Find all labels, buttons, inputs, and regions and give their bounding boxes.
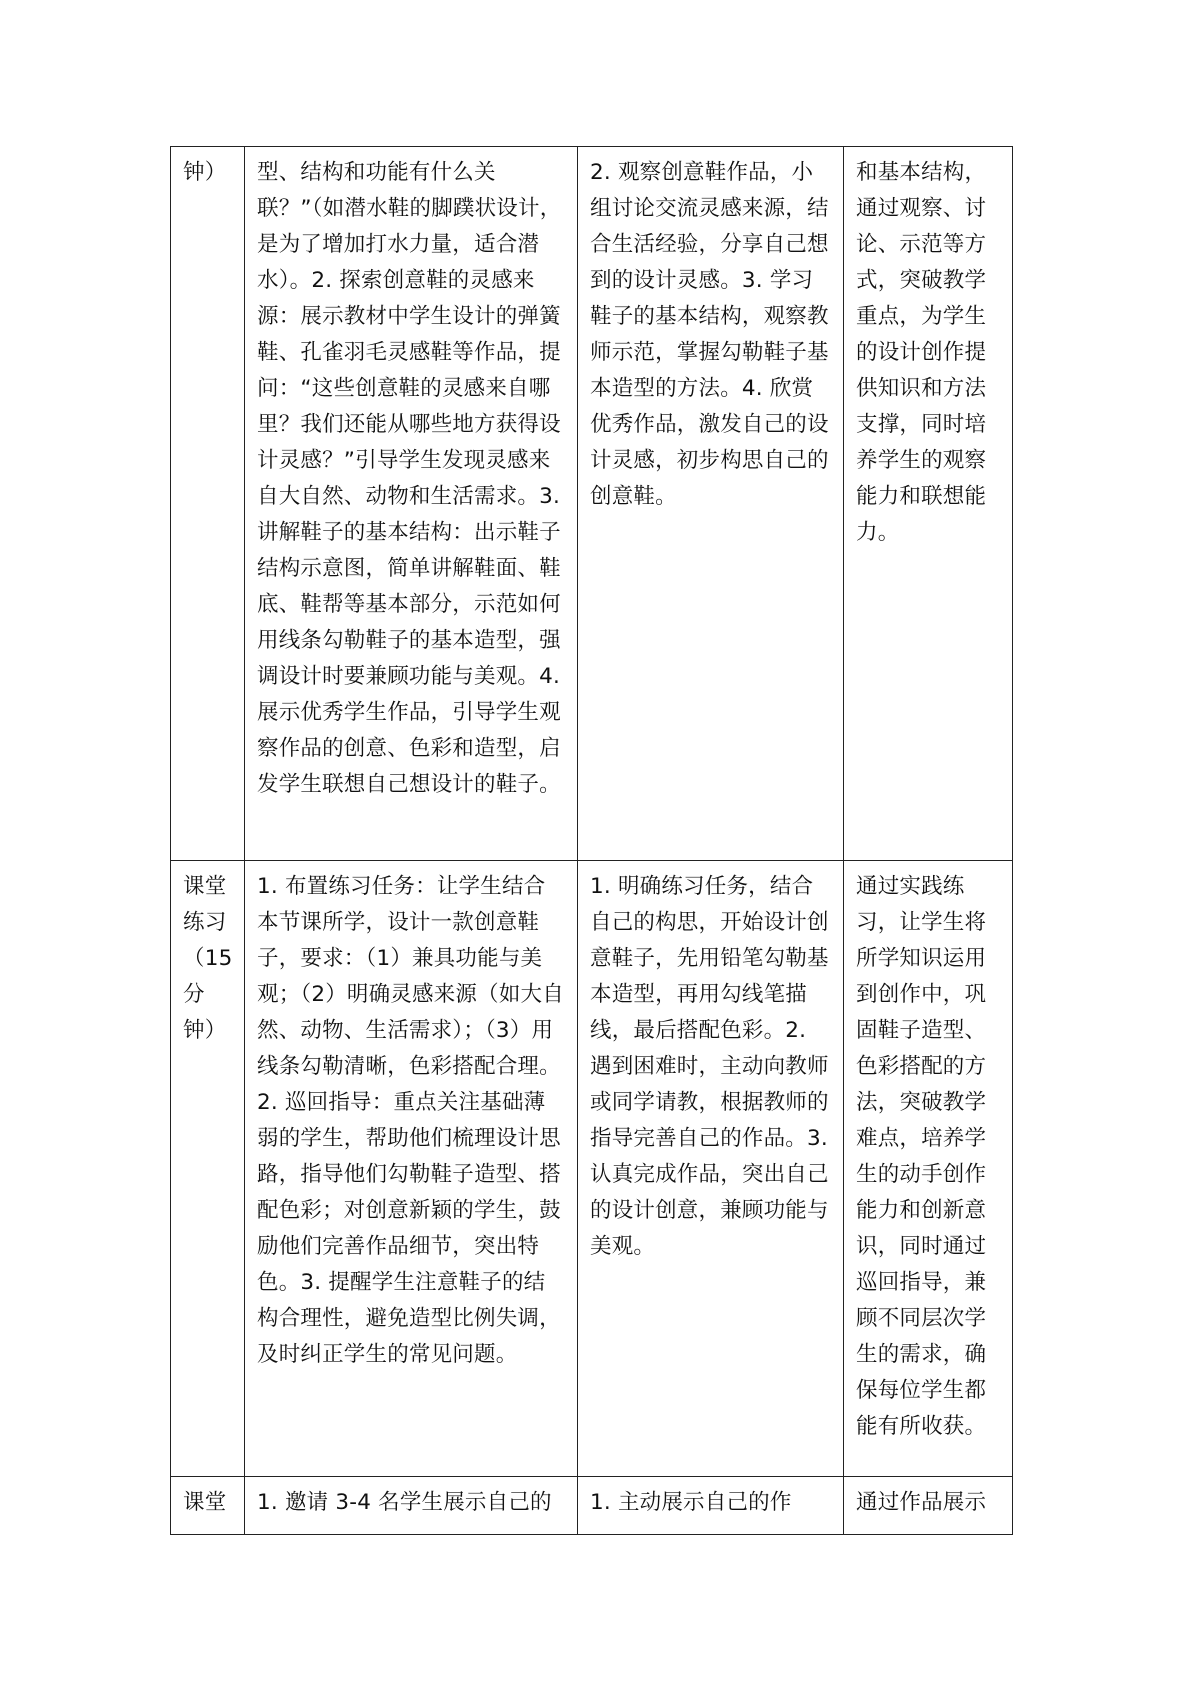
table-row [171, 147, 1013, 861]
teacher-activity-cell [245, 861, 578, 1477]
design-intent-text: 和基本结构，通过观察、讨论、示范等方式，突破教学重点，为学生的设计创作提供知识和方法支撑，同时培养学生的观察能力和联想能力。 [856, 160, 987, 545]
lesson-plan-table [170, 146, 1013, 1535]
student-activity-text: 1. 主动展示自己的作 [590, 1490, 792, 1515]
student-activity-cell [578, 861, 844, 1477]
student-activity-text: 1. 明确练习任务，结合自己的构思，开始设计创意鞋子，先用铅笔勾勒基本造型，再用勾线笔描线，最后搭配色彩。2. 遇到困难时，主动向教师或同学请教，根据教师的指导完善自己的作品。3. 认真完成作品，突出自己的设计创意，兼顾功能与美观。 [590, 874, 835, 1259]
teacher-activity-cell [245, 1477, 578, 1535]
stage-text: 课堂 [183, 1490, 227, 1515]
teacher-activity-text: 型、结构和功能有什么关联？”（如潜水鞋的脚蹼状设计，是为了增加打水力量，适合潜水）。2. 探索创意鞋的灵感来源：展示教材中学生设计的弹簧鞋、孔雀羽毛灵感鞋等作品，提问：“这些创意鞋的灵感来自哪里？我们还能从哪些地方获得设计灵感？”引导学生发现灵感来自大自然、动物和生活需求。3. 讲解鞋子的基本结构：出示鞋子结构示意图，简单讲解鞋面、鞋底、鞋帮等基本部分，示范如何用线条勾勒鞋子的基本造型，强调设计时要兼顾功能与美观。4. 展示优秀学生作品，引导学生观察作品的创意、色彩和造型，启发学生联想自己想设计的鞋子。 [257, 160, 568, 797]
design-intent-text: 通过实践练习，让学生将所学知识运用到创作中，巩固鞋子造型、色彩搭配的方法，突破教学难点，培养学生的动手创作能力和创新意识，同时通过巡回指导，兼顾不同层次学生的需求，确保每位学生都能有所收获。 [856, 874, 987, 1439]
table-row [171, 861, 1013, 1477]
design-intent-cell [844, 1477, 1013, 1535]
stage-cell [171, 1477, 245, 1535]
design-intent-cell [844, 861, 1013, 1477]
stage-text: 课堂练习（15分钟） [183, 874, 233, 1043]
teacher-activity-text: 1. 布置练习任务：让学生结合本节课所学，设计一款创意鞋子，要求：（1）兼具功能与美观；（2）明确灵感来源（如大自然、动物、生活需求）；（3）用线条勾勒清晰，色彩搭配合理。2. 巡回指导：重点关注基础薄弱的学生，帮助他们梳理设计思路，指导他们勾勒鞋子造型、搭配色彩；对创意新颖的学生，鼓励他们完善作品细节，突出特色。3. 提醒学生注意鞋子的结构合理性，避免造型比例失调，及时纠正学生的常见问题。 [257, 874, 564, 1367]
student-activity-cell [578, 147, 844, 861]
teacher-activity-cell [245, 147, 578, 861]
teacher-activity-text: 1. 邀请 3-4 名学生展示自己的 [257, 1490, 552, 1515]
stage-cell [171, 861, 245, 1477]
stage-text: 钟） [183, 160, 227, 185]
design-intent-cell [844, 147, 1013, 861]
table-row [171, 1477, 1013, 1535]
student-activity-cell [578, 1477, 844, 1535]
stage-cell [171, 147, 245, 861]
design-intent-text: 通过作品展示 [856, 1490, 987, 1515]
student-activity-text: 2. 观察创意鞋作品，小组讨论交流灵感来源，结合生活经验，分享自己想到的设计灵感。3. 学习鞋子的基本结构，观察教师示范，掌握勾勒鞋子基本造型的方法。4. 欣赏优秀作品，激发自己的设计灵感，初步构思自己的创意鞋。 [590, 160, 829, 509]
